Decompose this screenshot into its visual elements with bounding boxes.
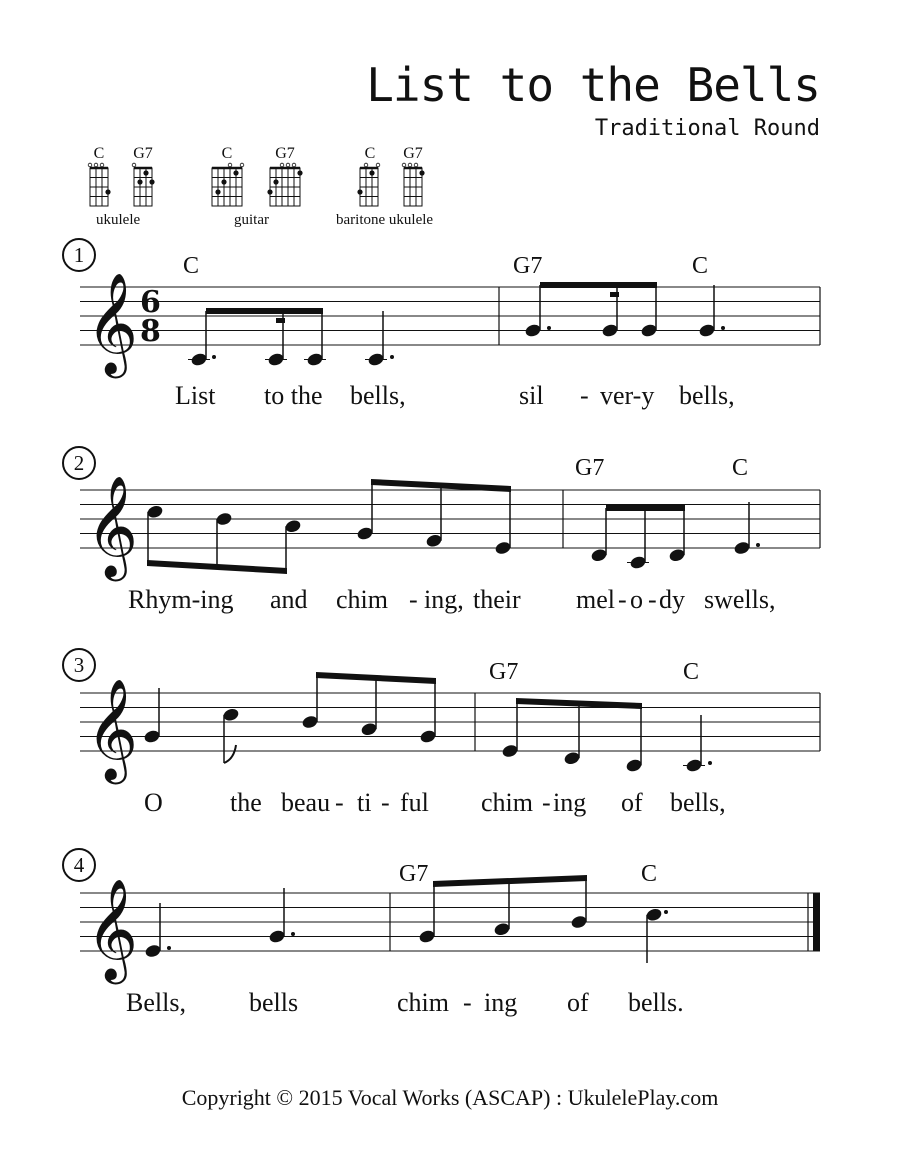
chord-label-guitar-c: C <box>221 145 233 162</box>
chord-label-baritone-g7: G7 <box>403 145 423 162</box>
note <box>668 508 686 563</box>
lyric-syllable: ti <box>357 788 372 817</box>
note <box>627 508 649 570</box>
lyric-hyphen: - <box>648 585 657 614</box>
staff-4 <box>80 875 820 985</box>
note <box>144 903 171 959</box>
note <box>268 888 295 944</box>
lyric-syllable: dy <box>659 585 685 614</box>
chord-symbol: C <box>641 861 658 887</box>
instrument-label-guitar: guitar <box>234 212 269 228</box>
lyric-syllable: Bells, <box>126 988 186 1017</box>
lyric-syllable: ing <box>484 988 518 1017</box>
lyric-syllable: swells, <box>704 585 776 614</box>
lyric-syllable: bells <box>249 988 299 1017</box>
beam <box>433 875 587 887</box>
beam <box>540 282 657 288</box>
lyric-syllable: O <box>144 788 163 817</box>
chord-symbol: C <box>732 455 749 481</box>
note <box>625 706 643 773</box>
chord-symbol: G7 <box>513 253 543 279</box>
beam <box>606 505 685 511</box>
lyric-hyphen: - <box>409 585 418 614</box>
staff-1 <box>80 271 820 379</box>
time-sig-top: 6 <box>140 285 161 320</box>
treble-clef-2: 𝄞 <box>86 474 139 577</box>
note <box>645 907 668 963</box>
note <box>640 285 658 338</box>
lyric-syllable: bells, <box>670 788 726 817</box>
line-number-3: 3 <box>62 648 96 682</box>
chord-label-baritone-c: C <box>364 145 376 162</box>
copyright-notice: Copyright © 2015 Vocal Works (ASCAP) : UkulelePlay.com <box>181 1085 719 1110</box>
page-title: List to the Bells <box>366 58 820 112</box>
instrument-label-baritone: baritone ukulele <box>336 212 434 228</box>
lyric-syllable: Rhym-ing <box>128 585 234 614</box>
lyric-syllable: chim <box>336 585 388 614</box>
lyric-syllable: bells, <box>350 381 406 410</box>
final-barline <box>813 893 820 951</box>
lyric-hyphen: - <box>618 585 627 614</box>
line-number-4: 4 <box>62 848 96 882</box>
lyric-syllable: beau <box>281 788 331 817</box>
note <box>304 311 326 367</box>
chord-symbol: G7 <box>575 455 605 481</box>
note <box>501 701 519 759</box>
lyric-syllable: o <box>630 585 643 614</box>
lyric-syllable: mel <box>576 585 615 614</box>
line-number-2: 2 <box>62 446 96 480</box>
note <box>563 703 581 766</box>
note <box>222 707 240 763</box>
beam <box>610 292 619 297</box>
lyric-hyphen: - <box>335 788 344 817</box>
instrument-label-ukulele: ukulele <box>96 212 141 228</box>
chord-label-guitar-g7: G7 <box>275 145 295 162</box>
beam <box>276 318 285 323</box>
chord-symbol: C <box>183 253 200 279</box>
note <box>419 681 437 744</box>
note <box>570 878 588 930</box>
chord-symbol: G7 <box>489 659 519 685</box>
staff-3 <box>80 672 820 785</box>
lyric-hyphen: - <box>463 988 472 1017</box>
lyric-syllable: of <box>621 788 643 817</box>
staff-2 <box>80 474 820 582</box>
note <box>143 688 161 744</box>
note <box>188 311 216 367</box>
note <box>683 715 712 773</box>
note <box>365 311 394 367</box>
note <box>215 511 233 566</box>
lyric-syllable: the <box>230 788 262 817</box>
lyric-syllable: ver-y <box>600 381 655 410</box>
note <box>493 881 511 937</box>
lyric-hyphen: - <box>381 788 390 817</box>
chord-symbol: C <box>683 659 700 685</box>
note <box>284 519 302 570</box>
lyric-syllable: of <box>567 988 589 1017</box>
note <box>301 675 319 730</box>
chord-label-ukulele-g7: G7 <box>133 145 153 162</box>
chord-symbol: G7 <box>399 861 429 887</box>
note <box>590 508 608 563</box>
lyric-hyphen: - <box>542 788 551 817</box>
lyric-syllable: ful <box>400 788 429 817</box>
beam <box>206 308 323 314</box>
lyric-syllable: bells, <box>679 381 735 410</box>
lyric-syllable: bells. <box>628 988 684 1017</box>
note <box>356 482 374 541</box>
lyric-syllable: List <box>175 381 216 410</box>
page-subtitle: Traditional Round <box>594 116 820 141</box>
lyric-hyphen: - <box>580 381 589 410</box>
lyric-syllable: their <box>473 585 521 614</box>
treble-clef-3: 𝄞 <box>86 677 139 780</box>
lyric-syllable: ing <box>553 788 587 817</box>
line-number-1: 1 <box>62 238 96 272</box>
lyric-syllable: chim <box>481 788 533 817</box>
note <box>494 489 512 556</box>
note <box>425 485 443 548</box>
treble-clef-4: 𝄞 <box>86 877 139 980</box>
lyric-syllable: to the <box>264 381 323 410</box>
chord-symbol: C <box>692 253 709 279</box>
treble-clef-1: 𝄞 <box>86 271 139 374</box>
lyric-syllable: sil <box>519 381 544 410</box>
chord-label-ukulele-c: C <box>93 145 105 162</box>
lyric-syllable: chim <box>397 988 449 1017</box>
time-sig-bottom: 8 <box>140 314 161 349</box>
lyric-syllable: and <box>270 585 308 614</box>
lyric-syllable: ing, <box>424 585 464 614</box>
